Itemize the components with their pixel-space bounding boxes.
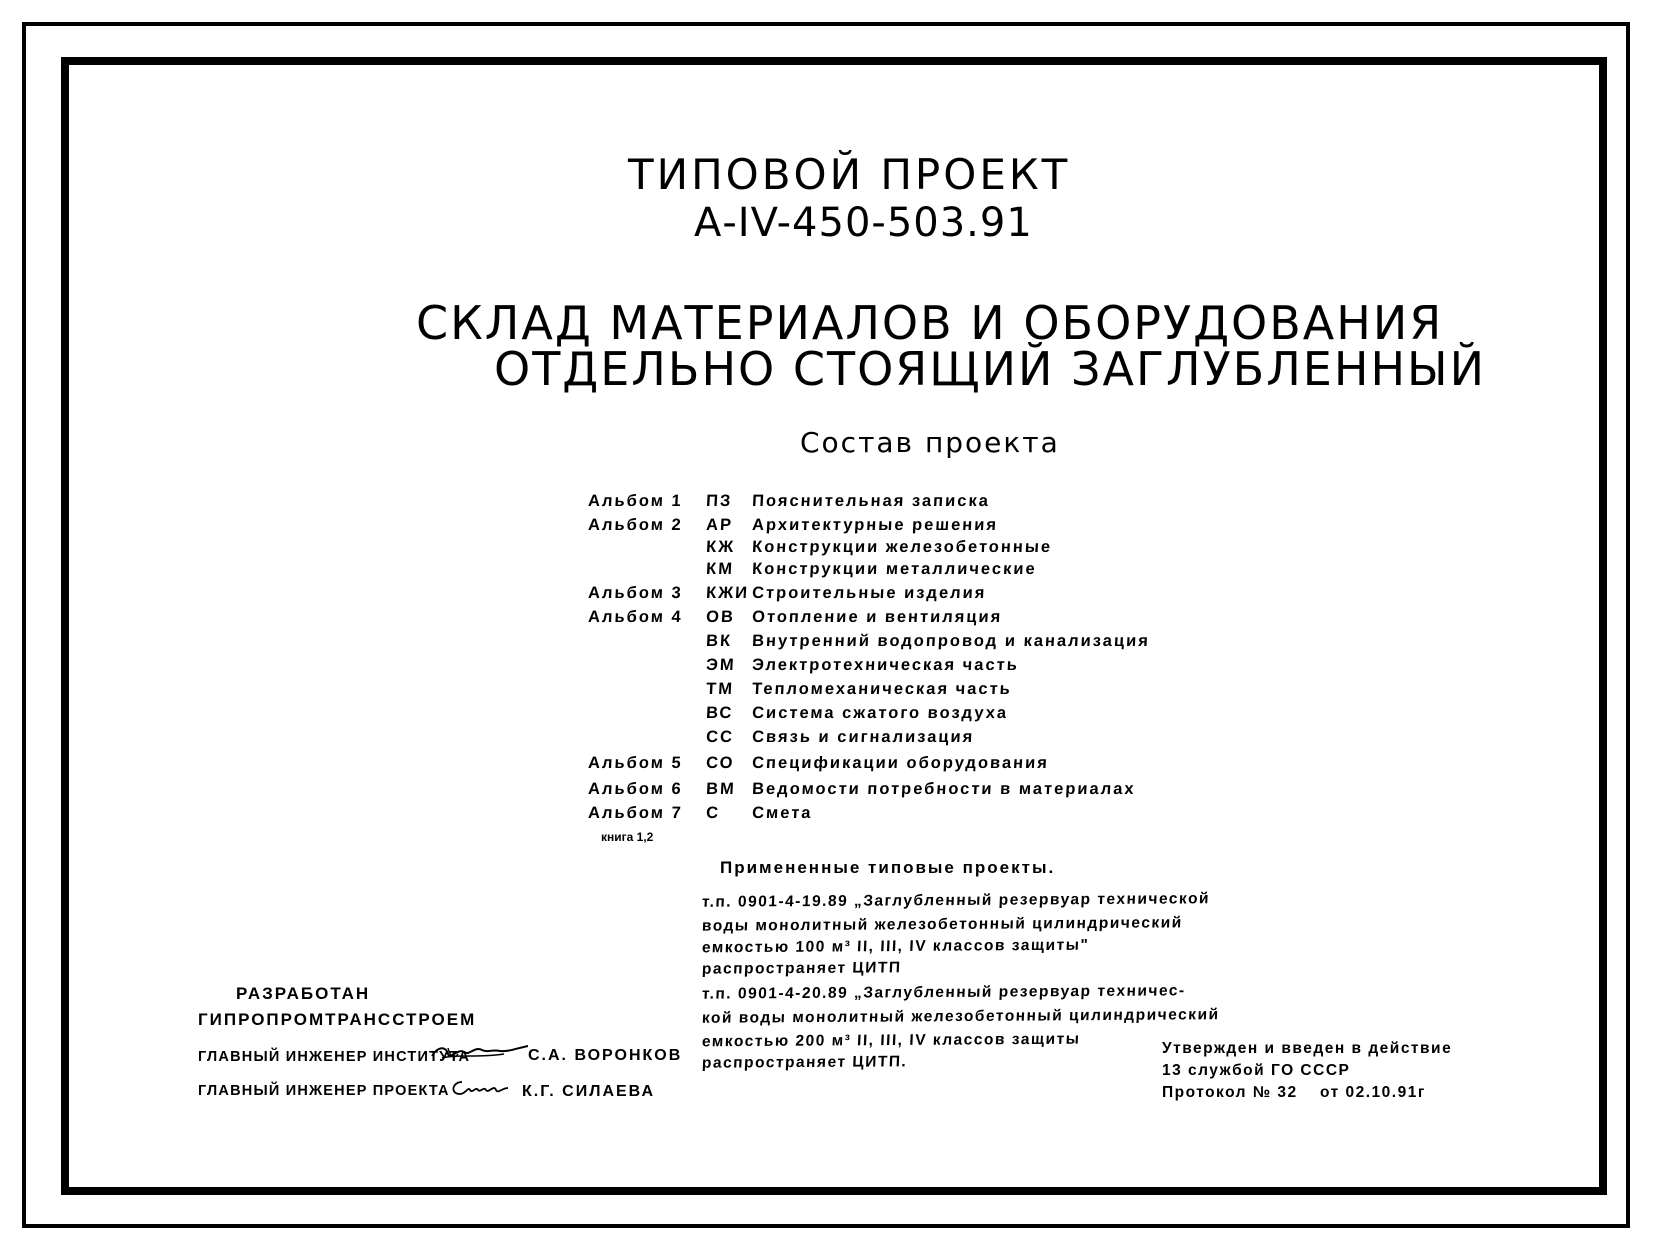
section-description: Внутренний водопровод и канализация	[751, 632, 1151, 650]
section-description: Конструкции металлические	[751, 560, 1038, 578]
album-label: Альбом 2	[587, 516, 684, 534]
section-code: ВС	[705, 704, 734, 722]
section-code: ОВ	[705, 608, 736, 626]
approval-date: от 02.10.91г	[1320, 1084, 1426, 1101]
section-code: ВМ	[705, 780, 737, 798]
project-name-line-1: СКЛАД МАТЕРИАЛОВ И ОБОРУДОВАНИЯ	[416, 296, 1444, 350]
applied-project-line: распространяет ЦИТП.	[701, 1053, 908, 1072]
signer-name-voronkov: С.А. ВОРОНКОВ	[528, 1047, 683, 1064]
album-label: Альбом 6	[587, 780, 684, 798]
applied-project-line: т.п. 0901-4-20.89 „Заглубленный резервуар техничес-	[701, 982, 1187, 1003]
applied-project-line: воды монолитный железобетонный цилиндрический	[701, 914, 1184, 935]
approval-line-1: Утвержден и введен в действие	[1162, 1040, 1453, 1057]
signature-silaeva	[448, 1076, 510, 1100]
applied-project-line: кой воды монолитный железобетонный цилиндрический	[701, 1006, 1220, 1027]
section-description: Пояснительная записка	[751, 492, 991, 510]
section-description: Отопление и вентиляция	[751, 608, 1003, 626]
section-code: КЖ	[705, 538, 736, 556]
applied-projects-title: Примененные типовые проекты.	[720, 858, 1056, 877]
album-label: Альбом 3	[587, 584, 684, 602]
applied-project-line: емкостью 100 м³ II, III, IV классов защиты"	[701, 936, 1090, 957]
developer-organization: ГИПРОПРОМТРАНССТРОЕМ	[198, 1010, 477, 1029]
section-code: АР	[705, 516, 734, 534]
section-description: Строительные изделия	[751, 584, 987, 602]
section-code: ТМ	[705, 680, 735, 698]
book-note: книга 1,2	[601, 830, 654, 844]
section-description: Смета	[751, 804, 813, 822]
section-description: Ведомости потребности в материалах	[751, 780, 1137, 798]
album-label: Альбом 7	[587, 804, 684, 822]
type-project-code: А-IV-450-503.91	[694, 200, 1033, 246]
section-description: Электротехническая часть	[751, 656, 1020, 674]
section-code: КМ	[705, 560, 735, 578]
composition-title: Состав проекта	[800, 426, 1060, 459]
approval-protocol: Протокол № 32	[1162, 1084, 1298, 1101]
signature-voronkov	[428, 1040, 532, 1066]
signer-role-project: ГЛАВНЫЙ ИНЖЕНЕР ПРОЕКТА	[198, 1083, 450, 1099]
applied-project-line: т.п. 0901-4-19.89 „Заглубленный резервуар технической	[701, 890, 1211, 911]
applied-project-line: распространяет ЦИТП	[701, 959, 902, 978]
section-code: ПЗ	[705, 492, 733, 510]
section-description: Система сжатого воздуха	[751, 704, 1009, 722]
album-label: Альбом 5	[587, 754, 684, 772]
signer-role-institute: ГЛАВНЫЙ ИНЖЕНЕР ИНСТИТУТА	[198, 1049, 471, 1065]
type-project-title: ТИПОВОЙ ПРОЕКТ	[628, 150, 1071, 199]
section-code: СС	[705, 728, 735, 746]
developer-title: РАЗРАБОТАН	[236, 984, 371, 1003]
approval-line-2: 13 службой ГО СССР	[1162, 1062, 1351, 1079]
section-code: КЖИ	[705, 584, 750, 602]
section-code: ЭМ	[705, 656, 737, 674]
section-description: Спецификации оборудования	[751, 754, 1050, 772]
album-label: Альбом 1	[587, 492, 684, 510]
section-description: Связь и сигнализация	[751, 728, 975, 746]
section-description: Архитектурные решения	[751, 516, 999, 534]
applied-project-line: емкостью 200 м³ II, III, IV классов защиты	[701, 1030, 1081, 1051]
section-code: СО	[705, 754, 735, 772]
section-description: Тепломеханическая часть	[751, 680, 1013, 698]
section-code: ВК	[705, 632, 733, 650]
signer-name-silaeva: К.Г. СИЛАЕВА	[522, 1083, 655, 1100]
album-label: Альбом 4	[587, 608, 684, 626]
section-description: Конструкции железобетонные	[751, 538, 1053, 556]
project-name-line-2: ОТДЕЛЬНО СТОЯЩИЙ ЗАГЛУБЛЕННЫЙ	[494, 342, 1487, 396]
section-code: С	[705, 804, 721, 822]
